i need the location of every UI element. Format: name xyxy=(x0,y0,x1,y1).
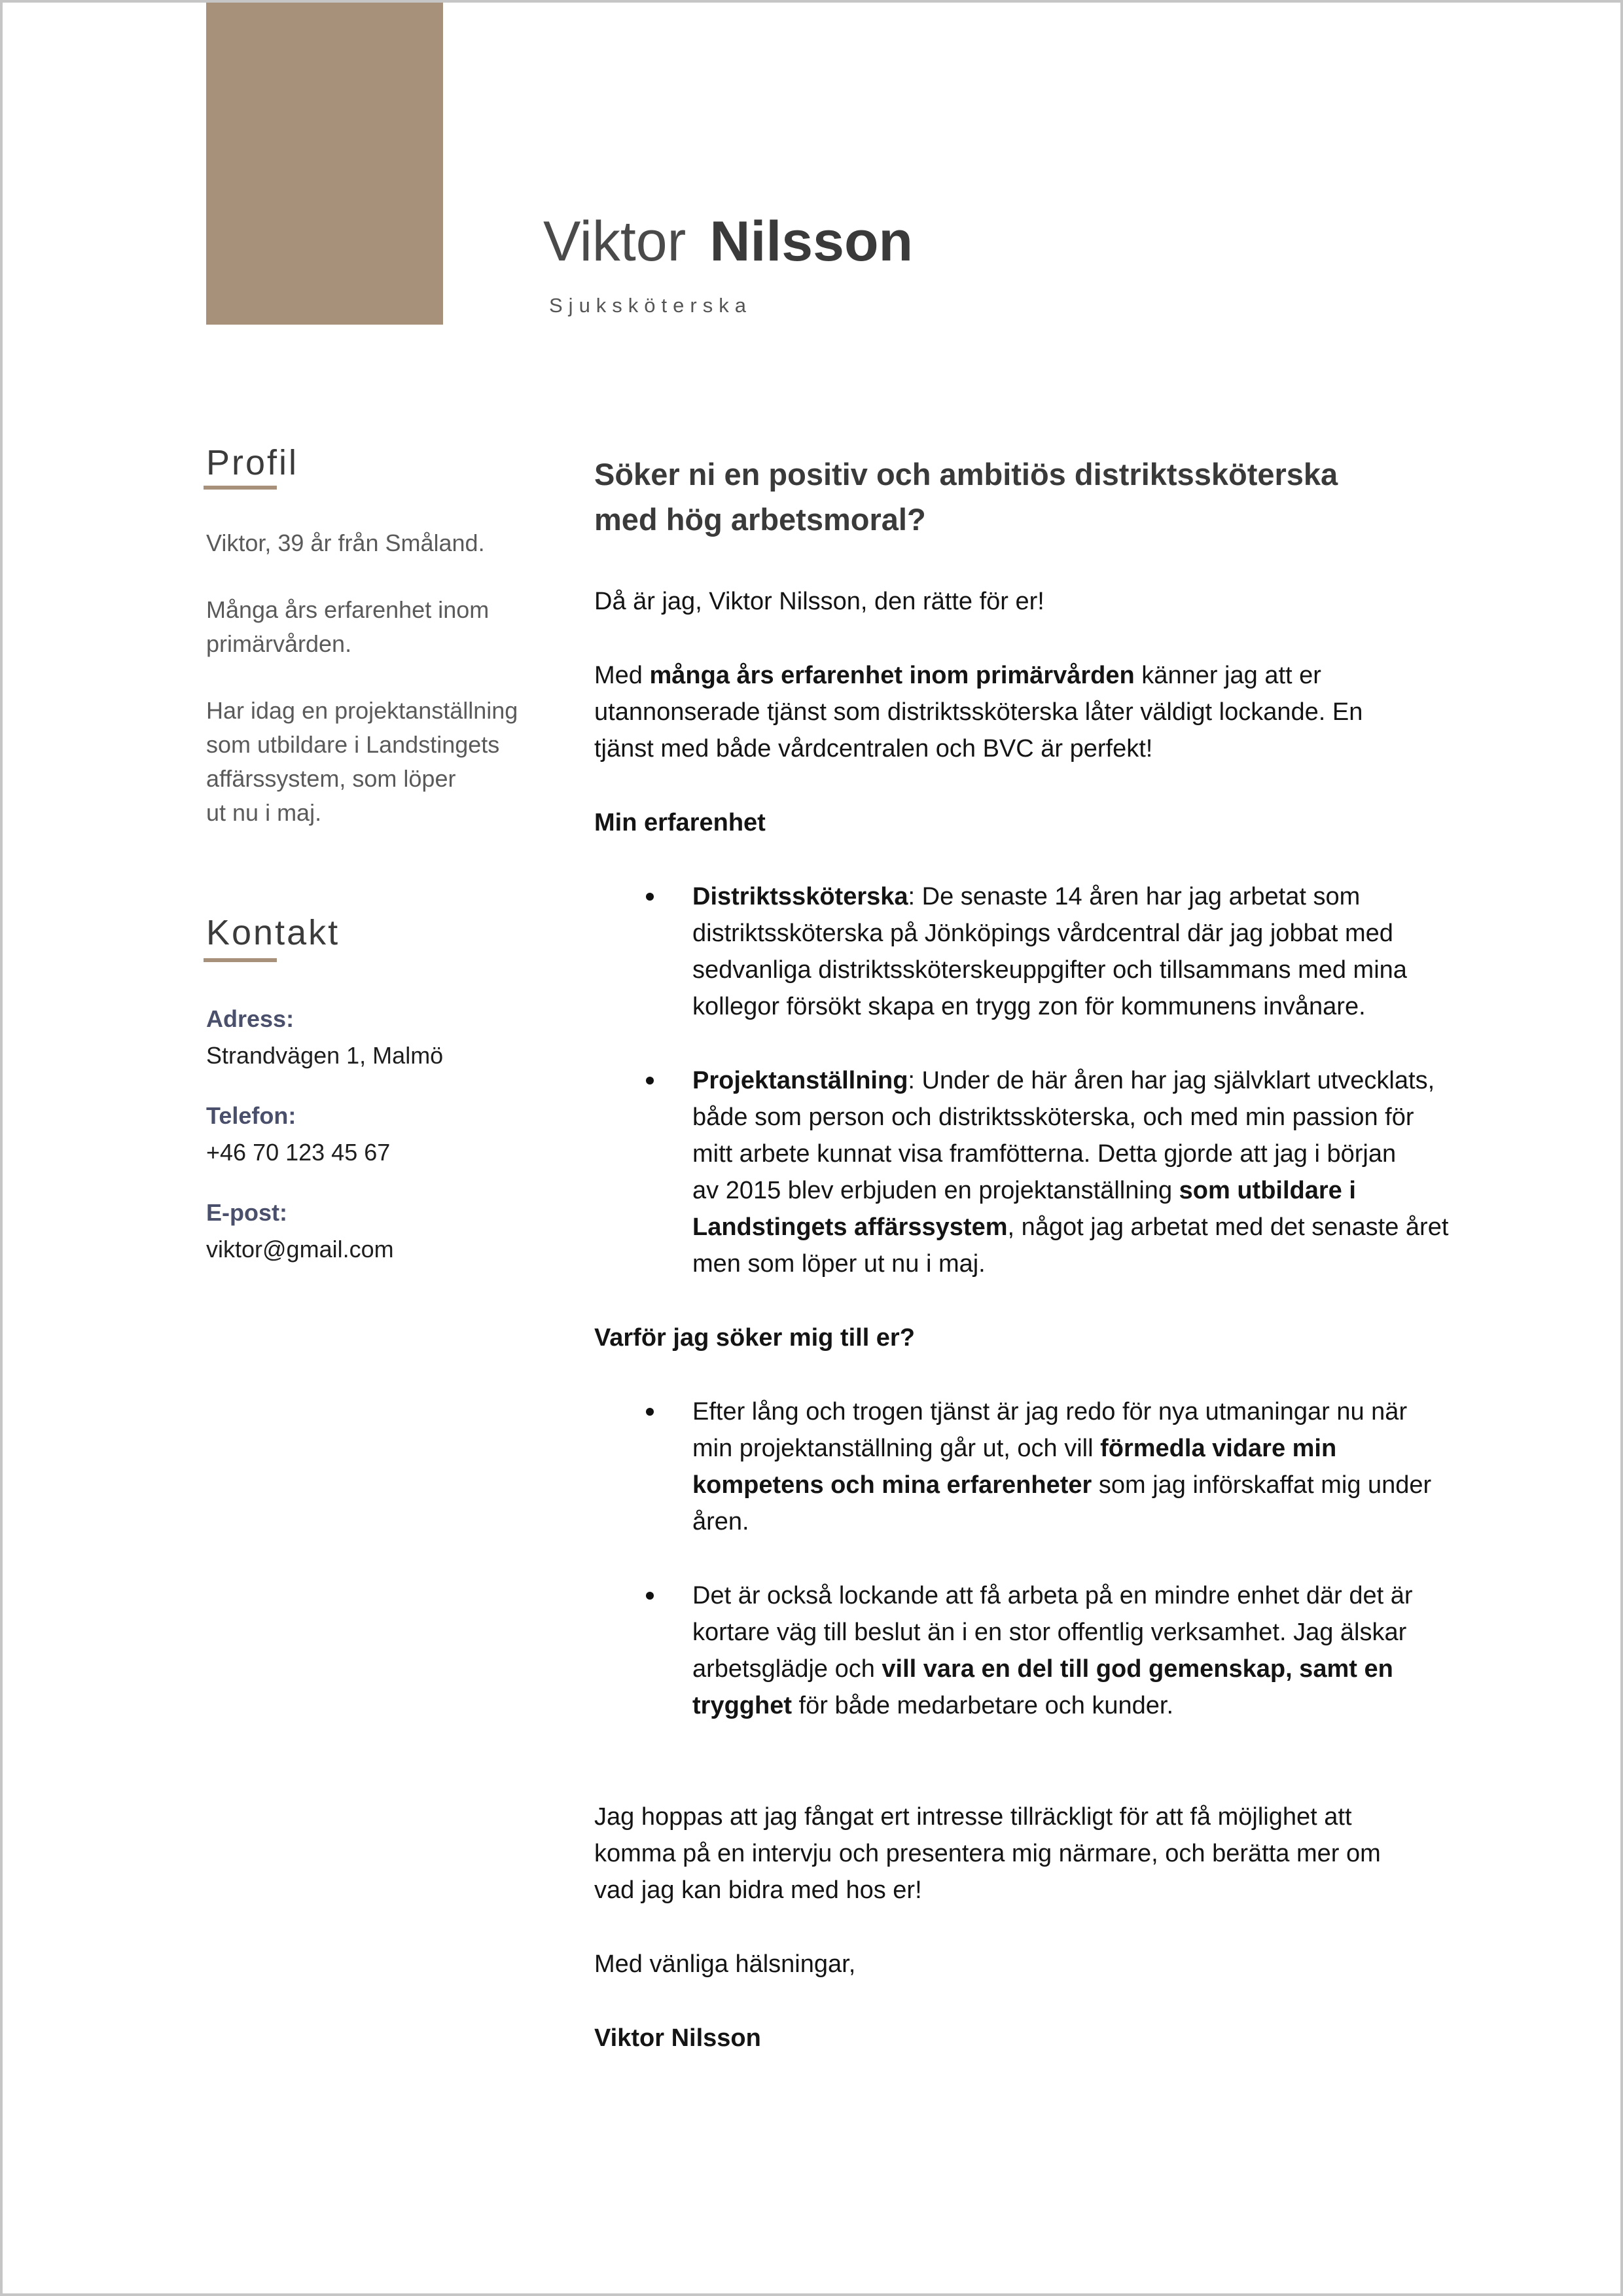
text-segment: mitt arbete kunnat visa framfötterna. Detta gjorde att jag i början xyxy=(692,1140,1397,1168)
text-segment: både som person och distriktssköterska, och med min passion för xyxy=(692,1103,1414,1131)
bold-text: förmedla vidare min xyxy=(1100,1435,1337,1462)
profile-section xyxy=(206,526,573,863)
bold-text: många års erfarenhet inom primärvården xyxy=(649,662,1135,689)
bullet-item xyxy=(594,1577,1576,1724)
intro-paragraph xyxy=(594,657,1576,767)
text-segment: Med xyxy=(594,662,650,689)
text-line xyxy=(692,1099,1576,1136)
bullet-item xyxy=(594,1062,1576,1282)
text-line xyxy=(692,1614,1576,1651)
text-segment: kortare väg till beslut än i en stor offentlig verksamhet. Jag älskar xyxy=(692,1619,1407,1646)
contact-value: viktor@gmail.com xyxy=(206,1236,394,1263)
text-segment: kollegor försökt skapa en trygg zon för kommunens invånare. xyxy=(692,993,1366,1020)
bold-text: Landstingets affärssystem xyxy=(692,1213,1008,1241)
text-segment: Då är jag, Viktor Nilsson, den rätte för er! xyxy=(594,588,1044,615)
bold-text: kompetens och mina erfarenheter xyxy=(692,1471,1092,1499)
text-segment: Efter lång och trogen tjänst är jag redo för nya utmaningar nu när xyxy=(692,1398,1408,1426)
contact-item xyxy=(206,1001,573,1074)
motivation-heading: Varför jag söker mig till er? xyxy=(594,1324,915,1352)
experience-heading: Min erfarenhet xyxy=(594,809,766,836)
text-line xyxy=(692,1062,1576,1099)
contact-section xyxy=(206,1001,573,1291)
greeting-paragraph xyxy=(594,583,1576,620)
text-segment: arbetsglädje och xyxy=(692,1655,882,1683)
sign-off: Med vänliga hälsningar, xyxy=(594,1950,856,1978)
text-line xyxy=(594,694,1576,730)
text-segment: : Under de här åren har jag självklart utvecklats, xyxy=(908,1067,1435,1094)
contact-value: +46 70 123 45 67 xyxy=(206,1139,391,1166)
profile-heading-underline xyxy=(204,486,277,490)
motivation-list xyxy=(594,1393,1576,1724)
text-line xyxy=(692,1430,1576,1467)
text-segment: känner jag att er xyxy=(1134,662,1321,689)
text-line xyxy=(594,730,1576,767)
bold-text: vill vara en del till god gemenskap, samt en xyxy=(882,1655,1393,1683)
bold-text: Projektanställning xyxy=(692,1067,908,1094)
text-line xyxy=(594,583,1576,620)
contact-label: Adress: xyxy=(206,1005,294,1032)
profile-line: primärvården. xyxy=(206,630,352,657)
contact-item xyxy=(206,1194,573,1268)
text-line xyxy=(692,915,1576,952)
text-line xyxy=(692,1687,1576,1724)
text-line xyxy=(692,1393,1576,1430)
contact-label: Telefon: xyxy=(206,1102,296,1129)
closing-paragraph xyxy=(594,1799,1576,1909)
bullet-icon xyxy=(646,1408,654,1416)
profile-line: affärssystem, som löper xyxy=(206,765,456,792)
signature: Viktor Nilsson xyxy=(594,2024,761,2052)
candidate-name xyxy=(543,206,913,278)
text-line xyxy=(692,1577,1576,1614)
text-segment: åren. xyxy=(692,1508,749,1535)
profile-line: Viktor, 39 år från Småland. xyxy=(206,529,485,556)
letter-headline xyxy=(594,452,1576,542)
text-line xyxy=(594,657,1576,694)
text-line xyxy=(594,1799,1576,1835)
text-segment: utannonserade tjänst som distriktssköterska låter väldigt lockande. En xyxy=(594,698,1363,726)
text-segment: , något jag arbetat med det senaste året xyxy=(1007,1213,1449,1241)
bullet-item xyxy=(594,878,1576,1025)
contact-item xyxy=(206,1098,573,1171)
profile-line: Har idag en projektanställning xyxy=(206,697,518,724)
text-line xyxy=(692,952,1576,988)
last-name: Nilsson xyxy=(709,210,914,273)
text-segment: : De senaste 14 åren har jag arbetat som xyxy=(908,883,1361,910)
headline-line: Söker ni en positiv och ambitiös distriktssköterska xyxy=(594,457,1338,492)
contact-heading-underline xyxy=(204,958,277,962)
text-segment: tjänst med både vårdcentralen och BVC är perfekt! xyxy=(594,735,1153,762)
first-name: Viktor xyxy=(543,210,687,273)
bullet-icon xyxy=(646,1592,654,1600)
text-line xyxy=(692,1651,1576,1687)
profile-line: ut nu i maj. xyxy=(206,799,322,826)
experience-list xyxy=(594,878,1576,1282)
text-line xyxy=(692,1467,1576,1503)
text-line xyxy=(692,1246,1576,1282)
profile-paragraph xyxy=(206,694,573,830)
text-line xyxy=(692,1503,1576,1540)
bullet-icon xyxy=(646,893,654,901)
text-segment: som jag införskaffat mig under xyxy=(1092,1471,1432,1499)
profile-paragraph xyxy=(206,593,573,661)
bold-text: som utbildare i xyxy=(1179,1177,1356,1204)
bold-text: Distriktssköterska xyxy=(692,883,908,910)
text-segment: min projektanställning går ut, och vill xyxy=(692,1435,1101,1462)
headline-line: med hög arbetsmoral? xyxy=(594,502,926,537)
text-line xyxy=(692,1172,1576,1209)
text-segment: komma på en intervju och presentera mig närmare, och berätta mer om xyxy=(594,1840,1381,1867)
text-segment: distriktssköterska på Jönköpings vårdcentral där jag jobbat med xyxy=(692,920,1393,947)
text-line xyxy=(692,1136,1576,1172)
cover-letter xyxy=(594,452,1576,2094)
text-line xyxy=(594,1835,1576,1872)
profile-line: som utbildare i Landstingets xyxy=(206,731,500,758)
text-segment: sedvanliga distriktssköterskeuppgifter och tillsammans med mina xyxy=(692,956,1407,984)
contact-heading: Kontakt xyxy=(206,913,340,952)
text-segment: av 2015 blev erbjuden en projektanställning xyxy=(692,1177,1179,1204)
contact-label: E-post: xyxy=(206,1199,287,1226)
profile-line: Många års erfarenhet inom xyxy=(206,596,490,623)
text-line xyxy=(594,1872,1576,1909)
text-line xyxy=(692,1209,1576,1246)
job-title: Sjuksköterska xyxy=(549,294,752,317)
profile-heading: Profil xyxy=(206,443,299,482)
text-segment: vad jag kan bidra med hos er! xyxy=(594,1876,922,1904)
text-line xyxy=(692,878,1576,915)
text-line xyxy=(692,988,1576,1025)
bullet-item xyxy=(594,1393,1576,1540)
profile-photo-placeholder xyxy=(206,3,443,325)
text-segment: men som löper ut nu i maj. xyxy=(692,1250,986,1278)
profile-paragraph xyxy=(206,526,573,560)
bold-text: trygghet xyxy=(692,1692,792,1719)
text-segment: Jag hoppas att jag fångat ert intresse tillräckligt för att få möjlighet att xyxy=(594,1803,1352,1831)
contact-value: Strandvägen 1, Malmö xyxy=(206,1042,444,1069)
text-segment: Det är också lockande att få arbeta på en mindre enhet där det är xyxy=(692,1582,1413,1609)
text-segment: för både medarbetare och kunder. xyxy=(792,1692,1174,1719)
bullet-icon xyxy=(646,1077,654,1085)
